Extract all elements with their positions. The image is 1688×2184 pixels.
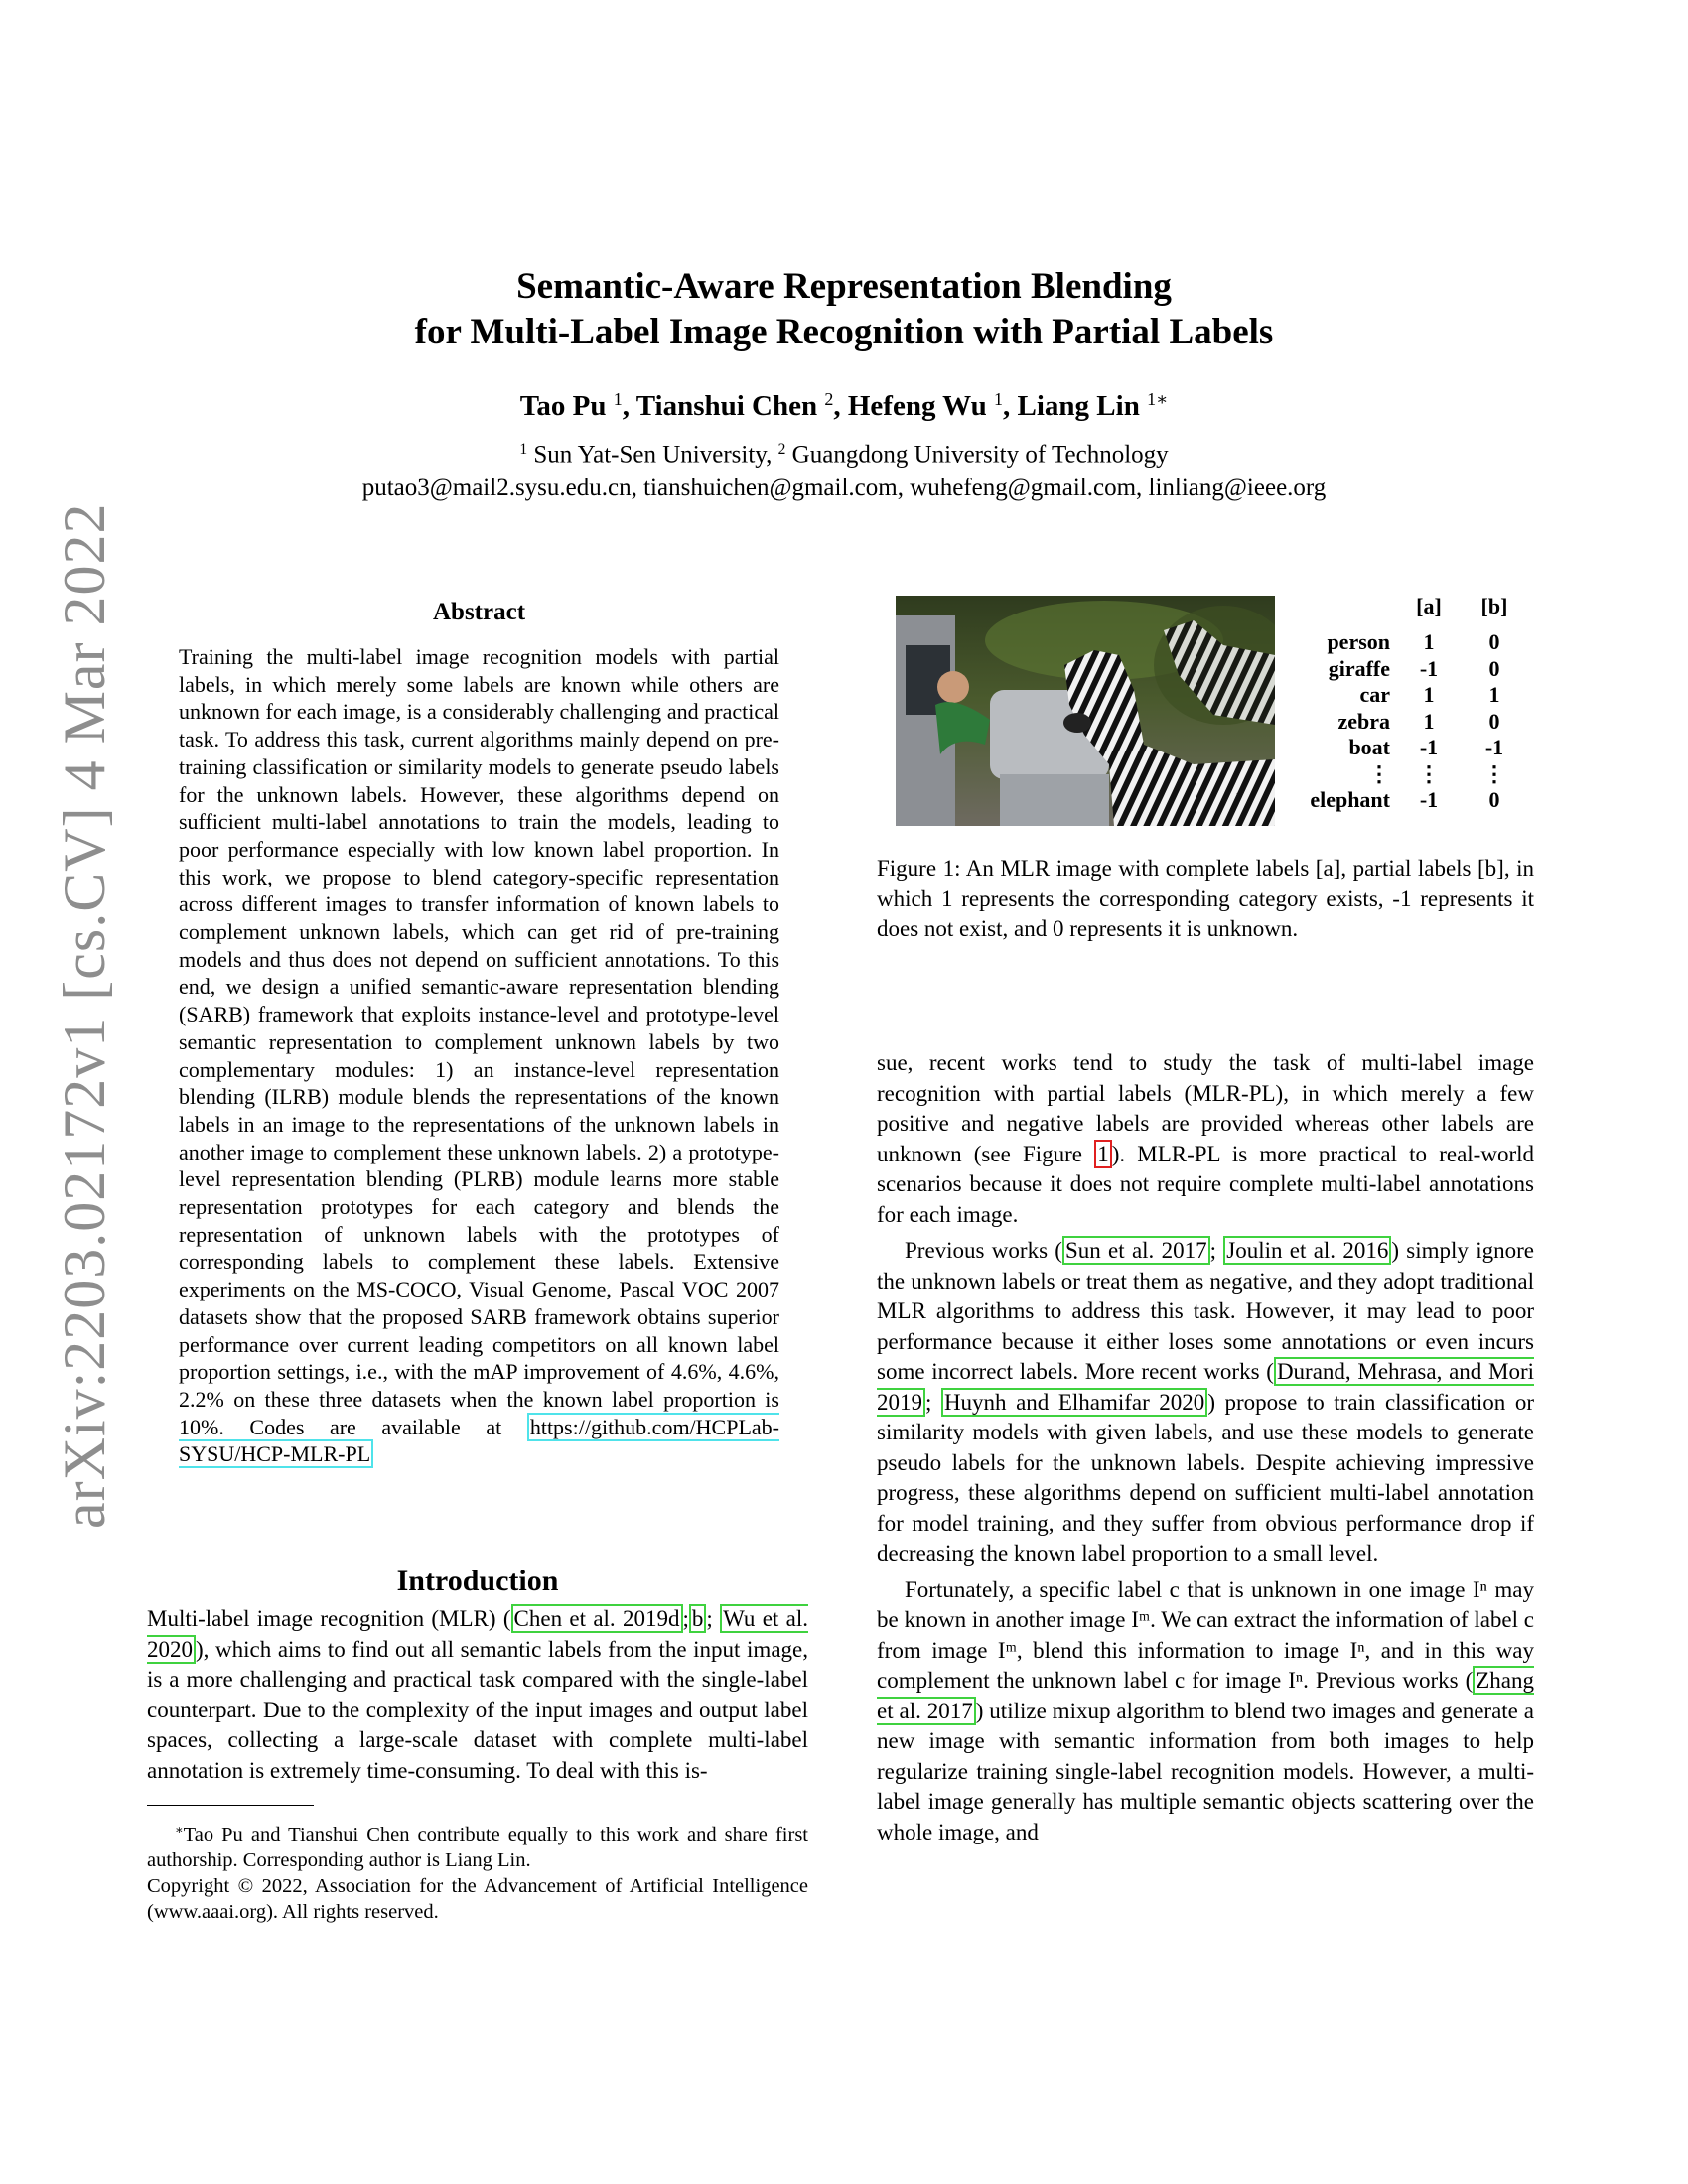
category-label: zebra xyxy=(1337,708,1390,734)
text: ) propose to train classification or similarity models with given labels, and use these models to generate pseudo labels for the unknown labels. Despite achieving impressive progress, these algorithms depend on sufficient multi-label annotation for model training, and they suffer from obvious performance drop if decreasing the known label proportion to a small level. xyxy=(877,1389,1534,1566)
text: ; xyxy=(682,1606,689,1631)
figure-ref-link[interactable]: 1 xyxy=(1094,1140,1112,1168)
category-label: elephant xyxy=(1310,787,1390,812)
paragraph xyxy=(147,1604,808,1786)
text: Multi-label image recognition (MLR) ( xyxy=(147,1606,511,1631)
citation-link[interactable]: Huynh and Elhamifar 2020 xyxy=(941,1388,1207,1417)
abstract-body xyxy=(179,643,779,1468)
text: ; xyxy=(1209,1238,1216,1263)
paper-title xyxy=(0,264,1688,355)
complete-value: 1 xyxy=(1423,708,1435,734)
partial-value: 1 xyxy=(1488,682,1500,707)
citation-link[interactable]: Chen et al. 2019d xyxy=(511,1604,683,1633)
affiliation-2: Guangdong University of Technology xyxy=(791,441,1169,469)
affiliation-mark: 1 xyxy=(519,441,528,458)
affiliations xyxy=(0,441,1688,470)
text: ). MLR-PL is more practical to real-world scenarios because it does not require complete multi-label annotations for each image. xyxy=(877,1141,1535,1227)
paragraph xyxy=(877,1048,1534,1230)
figure-photo xyxy=(896,596,1275,826)
category-label: boat xyxy=(1348,735,1390,759)
text: Tao Pu and Tianshui Chen contribute equally to this work and share first authorship. Corresponding author is Liang Lin. xyxy=(147,1823,808,1871)
footnote-mark: ∗ xyxy=(175,1823,184,1837)
text: ) simply ignore the unknown labels or treat them as negative, and they adopt traditional MLR algorithms to address this task. However, it may lead to poor performance because it either loses some annotations or even incurs some incorrect labels. More recent works ( xyxy=(877,1238,1534,1384)
complete-value: -1 xyxy=(1419,735,1439,759)
person-shape xyxy=(937,671,969,703)
citation-link[interactable]: Durand, Mehrasa, and Mori 2019 xyxy=(877,1359,1535,1415)
category-label: giraffe xyxy=(1328,655,1390,681)
right-column-body xyxy=(877,1048,1534,1847)
author-mark: 2 xyxy=(824,389,834,409)
author-name: Tao Pu xyxy=(519,389,607,422)
table-row xyxy=(1291,682,1527,709)
author-list: Tao Pu $^1$, Tianshui Chen $^2$, Hefeng Wu $^1$, Liang Lin $^{1∗}$ xyxy=(519,389,1169,422)
label-grid xyxy=(1291,592,1527,814)
category-label: car xyxy=(1359,682,1390,707)
citation-link[interactable]: Zhang et al. 2017 xyxy=(877,1668,1534,1723)
title-line-2: for Multi-Label Image Recognition with Partial Labels xyxy=(414,312,1274,352)
table-row xyxy=(1291,761,1527,788)
text: ), which aims to find out all semantic labels from the input image, is a more challenging and practical task compared with the single-label counterpart. Due to the complexity of the input images and output label spaces, collecting a large-scale dataset with complete multi-label annotation is extremely time-consuming. To deal with this is- xyxy=(147,1636,808,1783)
title-line-1: Semantic-Aware Representation Blending xyxy=(516,266,1172,307)
citation-link[interactable]: b xyxy=(689,1604,707,1633)
text: Previous works ( xyxy=(905,1238,1062,1263)
label-table xyxy=(1291,592,1529,814)
table-row xyxy=(1291,629,1527,656)
introduction-body xyxy=(147,1604,808,1786)
affiliation-mark: 2 xyxy=(777,441,786,458)
author-emails: putao3@mail2.sysu.edu.cn, tianshuichen@gmail.com, wuhefeng@gmail.com, linliang@ieee.org xyxy=(361,475,1327,501)
author-name: Tianshui Chen xyxy=(635,389,818,422)
author-name: Liang Lin xyxy=(1017,389,1140,422)
complete-value: 1 xyxy=(1423,682,1435,707)
paragraph xyxy=(877,1236,1534,1570)
table-header-row xyxy=(1291,592,1527,629)
table-row xyxy=(1291,735,1527,761)
partial-value: ⋮ xyxy=(1483,760,1505,786)
code-link[interactable]: https://github.com/HCPLab-SYSU/HCP-MLR-PL xyxy=(179,1414,779,1467)
category-label: ⋮ xyxy=(1368,760,1390,786)
author-mark: 1 xyxy=(613,389,623,409)
header-partial: [b] xyxy=(1480,594,1508,618)
text: ; xyxy=(925,1389,932,1415)
complete-value: ⋮ xyxy=(1418,760,1440,786)
footnote-rule xyxy=(147,1805,314,1806)
copyright-notice: Copyright © 2022, Association for the Advancement of Artificial Intelligence (www.aaai.org). All rights reserved. xyxy=(147,1874,808,1923)
figure-caption: Figure 1: An MLR image with complete labels [a], partial labels [b], in which 1 represents the corresponding category exists, -1 represents it does not exist, and 0 represents it is unknown. xyxy=(877,856,1534,941)
author-mark: 1 xyxy=(994,389,1004,409)
affiliation-1: Sun Yat-Sen University, xyxy=(533,441,773,469)
header-complete: [a] xyxy=(1416,594,1442,618)
table-row xyxy=(1291,787,1527,814)
arxiv-stamp: arXiv:2203.02172v1 [cs.CV] 4 Mar 2022 xyxy=(52,502,117,1529)
citation-link[interactable]: Wu et al. 2020 xyxy=(147,1606,808,1662)
category-label: person xyxy=(1327,629,1390,654)
introduction-heading: Introduction xyxy=(396,1565,559,1597)
partial-value: 0 xyxy=(1488,629,1500,654)
complete-value: -1 xyxy=(1419,787,1439,812)
text: sue, recent works tend to study the task of multi-label image recognition with partial labels (MLR-PL), in which merely a few positive and negative labels are provided whereas other labels are unknown (see Figure xyxy=(877,1050,1534,1166)
paragraph xyxy=(877,1575,1534,1848)
abstract-heading: Abstract xyxy=(432,599,526,625)
author-mark: 1∗ xyxy=(1147,389,1169,409)
table-row xyxy=(1291,709,1527,736)
partial-value: 0 xyxy=(1488,787,1500,812)
footnote xyxy=(147,1817,808,1925)
text: ; xyxy=(706,1606,713,1631)
table-row xyxy=(1291,656,1527,683)
text: Fortunately, a specific label c that is unknown in one image Iⁿ may be known in another image Iᵐ. We can extract the information of label c from image Iᵐ, blend this information to image Iⁿ, and in this way complement the unknown label c for image Iⁿ. Previous works ( xyxy=(877,1576,1534,1693)
partial-value: 0 xyxy=(1488,655,1500,681)
complete-value: -1 xyxy=(1419,655,1439,681)
citation-link[interactable]: Joulin et al. 2016 xyxy=(1223,1236,1391,1265)
partial-value: 0 xyxy=(1488,708,1500,734)
author-name: Hefeng Wu xyxy=(847,389,987,422)
footnote-text xyxy=(147,1817,808,1873)
complete-value: 1 xyxy=(1423,629,1435,654)
partial-value: -1 xyxy=(1484,735,1504,759)
abstract-text: Training the multi-label image recognition models with partial labels, in which merely some labels are known while others are unknown for each image, is a considerably challenging and practical task. To address this task, current algorithms mainly depend on pre-training classification or similarity models to generate pseudo labels for the unknown labels. However, these algorithms depend on sufficient multi-label annotations to train the models, leading to poor performance especially with low known label proportion. In this work, we propose to blend category-specific representation across different images to transfer information of known labels to complement unknown labels, which can get rid of pre-training models and thus does not depend on sufficient annotations. To this end, we design a unified semantic-aware representation blending (SARB) framework that exploits instance-level and prototype-level semantic representation to complement unknown labels by two complementary modules: 1) an instance-level representation blending (ILRB) module blends the representations of the known labels in an image to the representations of the unknown labels in another image to complement these unknown labels. 2) a prototype-level representation blending (PLRB) module learns more stable representation prototypes for each category and blends the representation of unknown labels with the prototypes of corresponding labels to complement these labels. Extensive experiments on the MS-COCO, Visual Genome, Pascal VOC 2007 datasets show that the proposed SARB framework obtains superior performance over current leading competitors on all known label proportion settings, i.e., with the mAP improvement of 4.6%, 4.6%, 2.2% on these three datasets when the known label proportion is 10%. Codes are available at xyxy=(179,644,779,1439)
text: ) utilize mixup algorithm to blend two images and generate a new image with semantic information from both images to help regularize training single-label recognition models. However, a multi-label image generally has multiple semantic objects scattering over the whole image, and xyxy=(877,1698,1534,1844)
citation-link[interactable]: Sun et al. 2017 xyxy=(1062,1236,1210,1265)
